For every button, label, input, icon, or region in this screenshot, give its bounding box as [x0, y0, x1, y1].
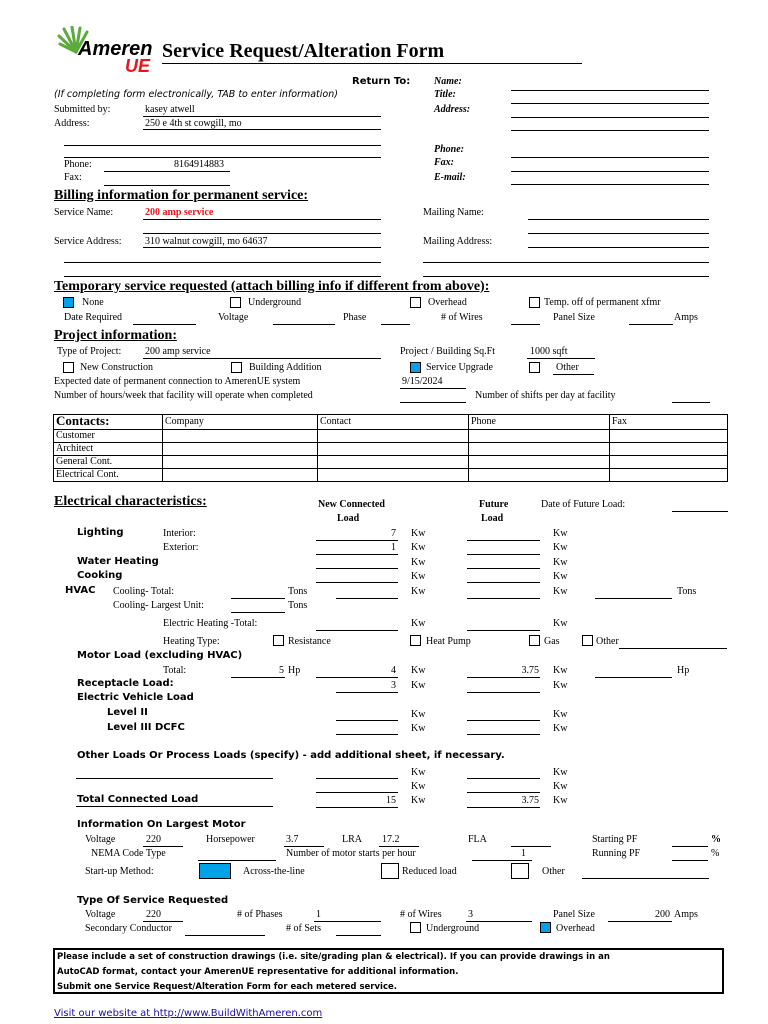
secondary-overhead-checkbox[interactable] [540, 922, 551, 933]
phases-label: # of Phases [237, 909, 283, 920]
hp-unit: Hp [288, 665, 301, 676]
largest-motor-heading: Information On Largest Motor [77, 819, 246, 830]
kw-unit: Kw [553, 709, 568, 720]
table-row: Architect [54, 443, 728, 456]
starts-value[interactable]: 1 [521, 848, 526, 859]
service-name-label: Service Name: [54, 207, 114, 218]
service-address-label: Service Address: [54, 236, 122, 247]
cooling-total-label: Cooling- Total: [113, 586, 175, 597]
kw-unit: Kw [411, 571, 426, 582]
contacts-table [53, 414, 728, 482]
temp-panel-label: Panel Size [553, 312, 595, 323]
temp-phase-field[interactable] [381, 324, 410, 325]
col-contact: Contact [318, 415, 469, 430]
address-label: Address: [54, 118, 90, 129]
submitted-by-label: Submitted by: [54, 104, 111, 115]
kw-unit: Kw [553, 528, 568, 539]
total-future-value[interactable]: 3.75 [521, 795, 539, 806]
motor-kw-value[interactable]: 4 [391, 665, 396, 676]
kw-unit: Kw [411, 767, 426, 778]
building-addition-checkbox[interactable] [231, 362, 242, 373]
temp-underground-label: Underground [248, 297, 302, 308]
starting-pf-field[interactable] [672, 846, 708, 847]
gas-label: Gas [544, 636, 560, 647]
project-other-label: Other [556, 362, 579, 373]
service-name-value[interactable]: 200 amp service [145, 207, 214, 218]
interior-value[interactable]: 7 [391, 528, 396, 539]
return-name-field[interactable] [511, 90, 709, 91]
page-title: Service Request/Alteration Form [162, 40, 445, 62]
starts-label: Number of motor starts per hour [286, 848, 416, 859]
tons-unit: Tons [677, 586, 697, 597]
kw-unit: Kw [411, 795, 426, 806]
total-connected-label: Total Connected Load [77, 794, 199, 805]
cooking-label: Cooking [77, 570, 123, 581]
secondary-overhead-label: Overhead [556, 923, 595, 934]
sqft-label: Project / Building Sq.Ft [400, 346, 496, 357]
pct-unit: % [711, 848, 720, 859]
motor-hp-label: Horsepower [206, 834, 255, 845]
future-date-label: Date of Future Load: [541, 499, 626, 510]
instruction-text: (If completing form electronically, TAB to enter information) [54, 89, 338, 100]
kw-unit: Kw [553, 723, 568, 734]
running-pf-label: Running PF [592, 848, 641, 859]
service-voltage-label: Voltage [85, 909, 116, 920]
kw-unit: Kw [411, 542, 426, 553]
return-address-field-2[interactable] [511, 130, 709, 131]
note-line-2: AutoCAD format, contact your AmerenUE representative for additional information. [57, 967, 459, 977]
kw-unit: Kw [553, 571, 568, 582]
project-other-checkbox[interactable] [529, 362, 540, 373]
kw-unit: Kw [411, 709, 426, 720]
temp-amps-label: Amps [674, 312, 698, 323]
across-line-checkbox[interactable] [199, 863, 231, 879]
phone-label: Phone: [64, 159, 92, 170]
heat-pump-checkbox[interactable] [410, 635, 421, 646]
expected-date-label: Expected date of permanent connection to AmerenUE system [54, 376, 301, 387]
shifts-label: Number of shifts per day at facility [475, 390, 616, 401]
cooling-largest-label: Cooling- Largest Unit: [113, 600, 204, 611]
logo-sub: UE [125, 56, 151, 76]
table-row: Electrical Cont. [54, 469, 728, 482]
col-company: Company [163, 415, 318, 430]
heating-other-checkbox[interactable] [582, 635, 593, 646]
return-email-field[interactable] [511, 184, 709, 185]
kw-unit: Kw [553, 542, 568, 553]
level3-label: Level III DCFC [107, 722, 185, 733]
heating-type-label: Heating Type: [163, 636, 220, 647]
return-name-label: Name: [434, 76, 462, 87]
temp-wires-field[interactable] [511, 324, 540, 325]
return-email-label: E-mail: [434, 172, 466, 183]
col-phone: Phone [469, 415, 610, 430]
nema-field[interactable] [198, 860, 276, 861]
motor-load-label: Motor Load (excluding HVAC) [77, 650, 243, 661]
service-upgrade-label: Service Upgrade [426, 362, 493, 373]
heating-other-label: Other [596, 636, 619, 647]
kw-unit: Kw [553, 781, 568, 792]
return-title-field[interactable] [511, 103, 709, 104]
temp-none-label: None [82, 297, 104, 308]
reduced-load-checkbox[interactable] [381, 863, 399, 879]
sets-label: # of Sets [286, 923, 321, 934]
temp-wires-label: # of Wires [441, 312, 483, 323]
interior-label: Interior: [163, 528, 196, 539]
project-type-value[interactable]: 200 amp service [145, 346, 211, 357]
drawings-note [53, 948, 724, 994]
motor-voltage-value[interactable]: 220 [146, 834, 161, 845]
fla-field[interactable] [511, 846, 551, 847]
hp-unit: Hp [677, 665, 690, 676]
reduced-load-label: Reduced load [402, 866, 457, 877]
sqft-value[interactable]: 1000 sqft [530, 346, 568, 357]
service-type-heading: Type Of Service Requested [77, 895, 229, 906]
date-required-label: Date Required [64, 312, 123, 323]
mailing-name-field[interactable] [528, 219, 709, 220]
wires-value[interactable]: 3 [468, 909, 473, 920]
kw-unit: Kw [411, 680, 426, 691]
service-address-value[interactable]: 310 walnut cowgill, mo 64637 [145, 236, 268, 247]
temp-panel-field[interactable] [629, 324, 673, 325]
mailing-address-field[interactable] [528, 247, 709, 248]
pct-unit: % [711, 834, 721, 845]
motor-hp-value[interactable]: 5 [279, 665, 284, 676]
submitted-by-value[interactable]: kasey atwell [145, 104, 195, 115]
secondary-underground-label: Underground [426, 923, 480, 934]
new-construction-checkbox[interactable] [63, 362, 74, 373]
temp-off-xfmr-label: Temp. off of permanent xfmr [544, 297, 661, 308]
note-line-3: Submit one Service Request/Alteration Form for each metered service. [57, 982, 397, 992]
secondary-field[interactable] [185, 935, 265, 936]
resistance-label: Resistance [288, 636, 331, 647]
kw-unit: Kw [411, 618, 426, 629]
exterior-value[interactable]: 1 [391, 542, 396, 553]
lra-value[interactable]: 17.2 [382, 834, 400, 845]
new-connected-header: New Connected [318, 499, 385, 510]
future-date-field[interactable] [672, 511, 728, 512]
col-fax: Fax [610, 415, 728, 430]
starting-pf-label: Starting PF [592, 834, 638, 845]
sets-field[interactable] [336, 935, 381, 936]
fax-label: Fax: [64, 172, 82, 183]
kw-unit: Kw [553, 618, 568, 629]
kw-unit: Kw [411, 781, 426, 792]
return-title-label: Title: [434, 89, 456, 100]
amps-unit: Amps [674, 909, 698, 920]
address-value[interactable]: 250 e 4th st cowgill, mo [145, 118, 242, 129]
total-connected-value[interactable]: 15 [386, 795, 396, 806]
motor-total-label: Total: [163, 665, 187, 676]
table-row: General Cont. [54, 456, 728, 469]
electrical-heading: Electrical characteristics: [54, 494, 207, 509]
temp-phase-label: Phase [343, 312, 367, 323]
kw-unit: Kw [553, 795, 568, 806]
exterior-label: Exterior: [163, 542, 199, 553]
return-address-label: Address: [434, 104, 471, 115]
logo-text: Ameren [78, 38, 153, 60]
level2-label: Level II [107, 707, 148, 718]
temp-off-xfmr-checkbox[interactable] [529, 297, 540, 308]
temp-underground-checkbox[interactable] [230, 297, 241, 308]
panel-value[interactable]: 200 [655, 909, 670, 920]
kw-unit: Kw [411, 557, 426, 568]
fla-label: FLA [468, 834, 487, 845]
motor-future-value[interactable]: 3.75 [521, 665, 539, 676]
kw-unit: Kw [553, 586, 568, 597]
contacts-heading: Contacts: [54, 415, 163, 430]
heat-pump-label: Heat Pump [426, 636, 471, 647]
shifts-field[interactable] [672, 402, 710, 403]
project-type-label: Type of Project: [57, 346, 122, 357]
temp-none-checkbox[interactable] [63, 297, 74, 308]
tons-unit: Tons [288, 600, 308, 611]
hvac-label: HVAC [65, 585, 96, 596]
startup-other-label: Other [542, 866, 565, 877]
panel-label: Panel Size [553, 909, 595, 920]
building-addition-label: Building Addition [249, 362, 322, 373]
receptacle-value[interactable]: 3 [391, 680, 396, 691]
lighting-label: Lighting [77, 527, 124, 538]
new-construction-label: New Construction [80, 362, 154, 373]
hours-label: Number of hours/week that facility will operate when completed [54, 390, 313, 401]
tons-unit: Tons [288, 586, 308, 597]
return-phone-label: Phone: [434, 144, 464, 155]
service-voltage-value[interactable]: 220 [146, 909, 161, 920]
kw-unit: Kw [411, 586, 426, 597]
temporary-heading: Temporary service requested (attach billing info if different from above): [54, 279, 490, 294]
temp-overhead-checkbox[interactable] [410, 297, 421, 308]
website-link[interactable]: Visit our website at http://www.BuildWithAmeren.com [54, 1008, 323, 1019]
resistance-checkbox[interactable] [273, 635, 284, 646]
temp-overhead-label: Overhead [428, 297, 467, 308]
return-fax-label: Fax: [434, 157, 454, 168]
secondary-underground-checkbox[interactable] [410, 922, 421, 933]
phases-value[interactable]: 1 [316, 909, 321, 920]
temp-voltage-label: Voltage [218, 312, 249, 323]
ev-load-label: Electric Vehicle Load [77, 692, 194, 703]
table-row: Customer [54, 430, 728, 443]
service-upgrade-checkbox[interactable] [410, 362, 421, 373]
future-header: Future [479, 499, 509, 510]
secondary-label: Secondary Conductor [85, 923, 172, 934]
water-heating-label: Water Heating [77, 556, 159, 567]
gas-checkbox[interactable] [529, 635, 540, 646]
phone-value[interactable]: 8164914883 [174, 159, 224, 170]
hours-field[interactable] [400, 402, 466, 403]
wires-label: # of Wires [400, 909, 442, 920]
return-phone-field[interactable] [511, 157, 709, 158]
kw-unit: Kw [411, 665, 426, 676]
electric-heating-label: Electric Heating -Total: [163, 618, 258, 629]
startup-method-label: Start-up Method: [85, 866, 154, 877]
temp-voltage-field[interactable] [273, 324, 335, 325]
mailing-address-label: Mailing Address: [423, 236, 493, 247]
kw-unit: Kw [553, 665, 568, 676]
mailing-name-label: Mailing Name: [423, 207, 484, 218]
new-load-header: Load [337, 513, 360, 524]
kw-unit: Kw [553, 680, 568, 691]
other-loads-field-1[interactable] [76, 778, 273, 779]
project-heading: Project information: [54, 328, 177, 343]
lra-label: LRA [342, 834, 362, 845]
future-load-header: Load [481, 513, 504, 524]
other-loads-label: Other Loads Or Process Loads (specify) - add additional sheet, if necessary. [77, 750, 505, 761]
receptacle-label: Receptacle Load: [77, 678, 174, 689]
return-address-field-1[interactable] [511, 117, 709, 118]
across-line-label: Across-the-line [243, 866, 305, 877]
motor-voltage-label: Voltage [85, 834, 116, 845]
kw-unit: Kw [411, 723, 426, 734]
expected-date-value[interactable]: 9/15/2024 [402, 376, 443, 387]
motor-hp-val[interactable]: 3.7 [286, 834, 299, 845]
running-pf-field[interactable] [672, 860, 708, 861]
kw-unit: Kw [553, 557, 568, 568]
nema-label: NEMA Code Type [91, 848, 166, 859]
kw-unit: Kw [553, 767, 568, 778]
startup-other-checkbox[interactable] [511, 863, 529, 879]
note-line-1: Please include a set of construction drawings (i.e. site/grading plan & electrical). If you can provide drawings in an [57, 952, 610, 962]
return-fax-field[interactable] [511, 171, 709, 172]
billing-heading: Billing information for permanent service: [54, 188, 309, 203]
return-to-label: Return To: [352, 76, 411, 87]
date-required-field[interactable] [133, 324, 196, 325]
kw-unit: Kw [411, 528, 426, 539]
